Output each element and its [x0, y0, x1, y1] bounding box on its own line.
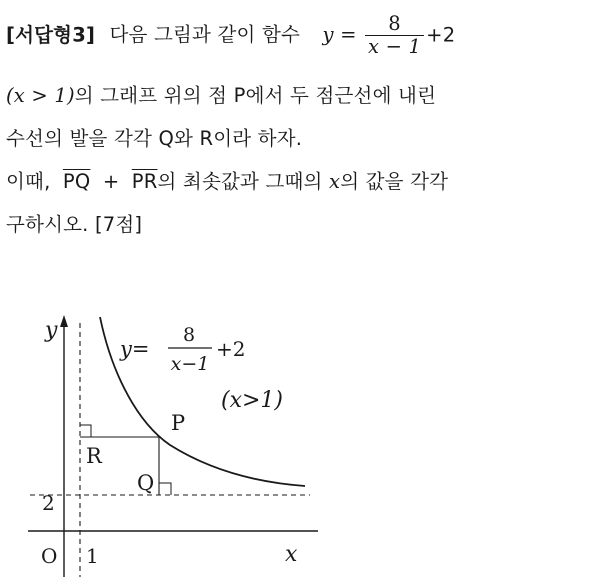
function-lhs: y =	[322, 23, 357, 47]
point-p-label: P	[171, 411, 186, 435]
variable-x: x	[328, 170, 341, 193]
graph-svg	[0, 295, 330, 580]
y-axis-label: y	[45, 318, 58, 343]
problem-line-2: (x > 1)의 그래프 위의 점 P에서 두 점근선에 내린	[6, 84, 437, 107]
graph-function-den: x−1	[170, 353, 210, 375]
graph-function-num: 8	[182, 324, 196, 346]
origin-label: O	[41, 544, 58, 568]
problem-line-4: 이때, $\overline{PQ} + \overline{PR}$의 최솟값과 그때의 x의 값을 각각	[6, 170, 449, 193]
problem-tag: [서답형3]	[6, 23, 96, 47]
right-angle-r	[80, 425, 91, 437]
x-axis-label: x	[285, 542, 298, 567]
graph-domain-label: (x>1)	[221, 388, 284, 413]
graph-figure	[0, 295, 330, 580]
graph-function-tail: +2	[216, 337, 246, 361]
point-q-label: Q	[137, 471, 155, 495]
function-fraction: $\frac{8}{x - 1}$	[365, 14, 424, 58]
problem-line-5: 구하시오. [7점]	[6, 213, 143, 236]
x-tick-1: 1	[86, 544, 99, 568]
problem-line-3: 수선의 발을 각각 Q와 R이라 하자.	[6, 127, 303, 150]
graph-function-lhs: y=	[120, 337, 150, 361]
y-tick-2: 2	[42, 491, 55, 515]
domain-condition: (x > 1)	[6, 84, 75, 107]
segment-pr: $\overline{PR}$	[131, 170, 158, 193]
point-r-label: R	[86, 444, 102, 468]
right-angle-q	[159, 483, 171, 495]
y-axis-arrow	[60, 315, 68, 327]
problem-line-1: [서답형3] 다음 그림과 같이 함수 y = $\frac{8}{x - 1}$ +2	[6, 12, 456, 59]
segment-pq: $\overline{PQ}$	[62, 170, 91, 193]
